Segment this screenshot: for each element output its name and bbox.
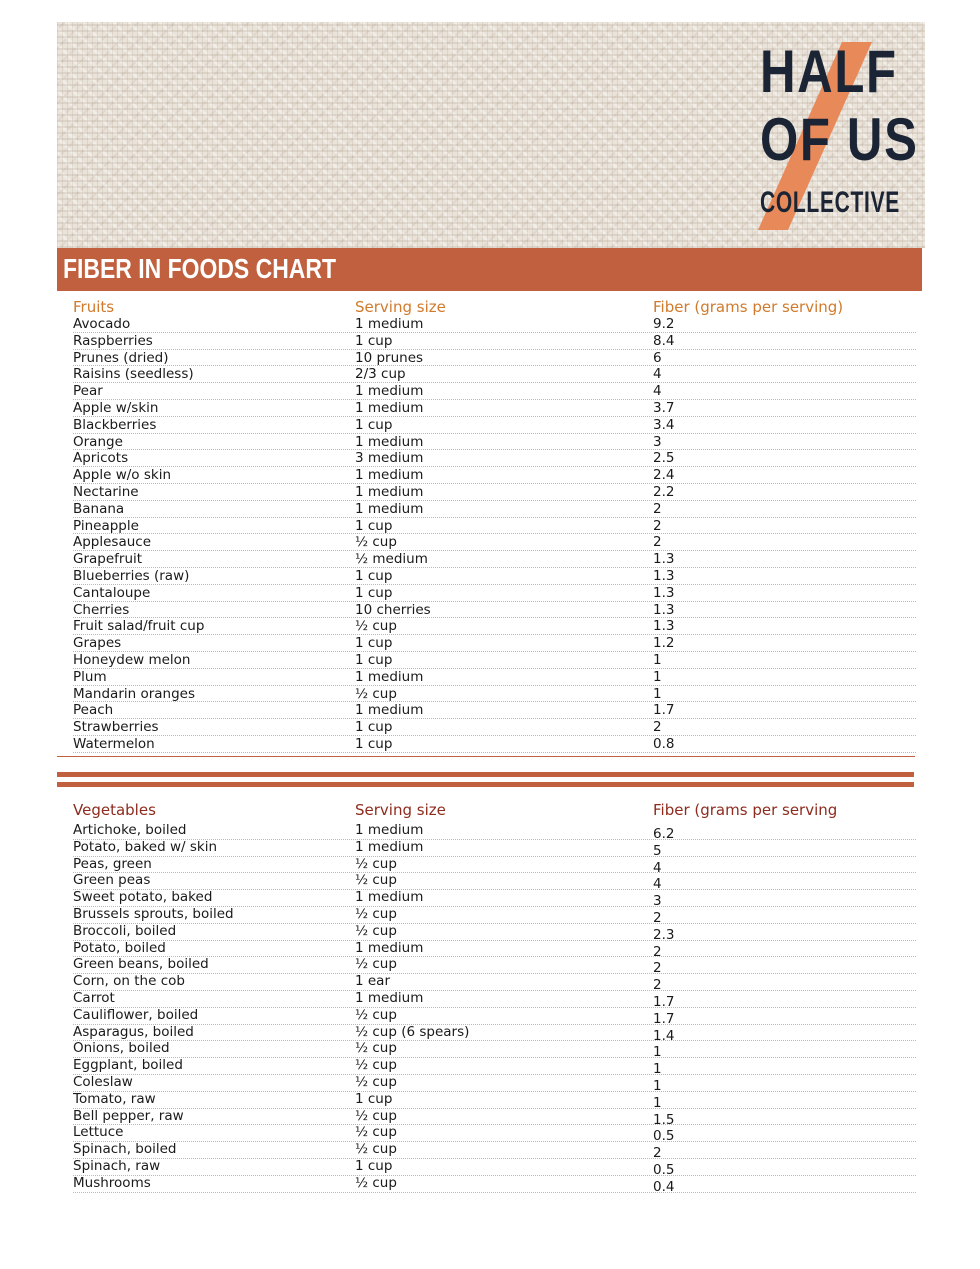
table-row — [73, 924, 916, 941]
table-row — [73, 840, 916, 857]
serving-size: 1 medium — [355, 889, 424, 906]
fiber-grams: 2.4 — [653, 467, 675, 484]
table-row — [73, 872, 916, 893]
item-name: Cherries — [73, 601, 130, 618]
serving-size: 3 medium — [355, 450, 424, 467]
serving-size: 1 cup — [355, 719, 393, 736]
serving-size: ½ cup — [355, 1174, 397, 1191]
item-name: Cauliflower, boiled — [73, 1006, 199, 1023]
serving-size: ½ cup — [355, 855, 397, 872]
item-name: Orange — [73, 433, 123, 450]
table-row — [73, 333, 916, 350]
serving-size: 1 cup — [355, 567, 393, 584]
table-row — [73, 534, 916, 551]
fiber-grams: 2 — [653, 943, 662, 960]
item-name: Green beans, boiled — [73, 956, 209, 973]
table-row — [73, 417, 916, 434]
half-of-us-collective-logo — [756, 38, 919, 236]
serving-size: 1 cup — [355, 1090, 393, 1107]
fiber-grams: 3 — [653, 893, 662, 910]
fiber-grams: 4 — [653, 859, 662, 876]
serving-size: ½ cup — [355, 956, 397, 973]
serving-size: 2/3 cup — [355, 366, 406, 383]
table-row — [73, 350, 916, 367]
page-title: FIBER IN FOODS CHART — [63, 253, 336, 284]
serving-size: 1 medium — [355, 989, 424, 1006]
item-name: Grapefruit — [73, 551, 143, 568]
table-row — [73, 719, 916, 736]
item-name: Pear — [73, 383, 103, 400]
fiber-grams: 0.8 — [653, 735, 675, 752]
fiber-grams: 1.3 — [653, 584, 675, 601]
serving-size: 1 ear — [355, 973, 391, 990]
table-row — [73, 383, 916, 400]
serving-size: 1 cup — [355, 517, 393, 534]
item-name: Green peas — [73, 872, 151, 889]
table-row — [73, 857, 916, 874]
fiber-grams: 1 — [653, 668, 662, 685]
table-row — [73, 736, 916, 753]
serving-size: 1 medium — [355, 316, 424, 332]
logo-line-2: OF US — [760, 106, 919, 173]
fiber-grams: 2 — [653, 960, 662, 977]
item-name: Tomato, raw — [73, 1090, 156, 1107]
serving-size: 1 cup — [355, 332, 393, 349]
table-row — [73, 941, 916, 958]
fiber-grams: 1.3 — [653, 601, 675, 618]
serving-size: ½ cup — [355, 1040, 397, 1057]
serving-size: 1 medium — [355, 702, 424, 719]
fiber-grams: 2 — [653, 1145, 662, 1162]
fiber-grams: 1 — [653, 651, 662, 668]
serving-size: ½ cup — [355, 685, 397, 702]
serving-size: 1 medium — [355, 500, 424, 517]
table-row — [73, 467, 916, 484]
item-name: Peas, green — [73, 855, 152, 872]
fiber-grams: 3 — [653, 433, 662, 450]
vegetables-header-name: Vegetables — [73, 801, 156, 819]
serving-size: 1 medium — [355, 822, 424, 838]
serving-size: 1 cup — [355, 651, 393, 668]
serving-size: 1 cup — [355, 635, 393, 652]
item-name: Apple w/o skin — [73, 467, 172, 484]
serving-size: 1 cup — [355, 584, 393, 601]
table-row — [73, 1159, 916, 1176]
table-row — [73, 1141, 916, 1162]
item-name: Honeydew melon — [73, 651, 191, 668]
table-row — [73, 568, 916, 585]
item-name: Raspberries — [73, 332, 153, 349]
item-name: Grapes — [73, 635, 122, 652]
table-row — [73, 501, 916, 518]
item-name: Mushrooms — [73, 1174, 151, 1191]
serving-size: ½ cup — [355, 872, 397, 889]
fiber-grams: 1 — [653, 1094, 662, 1111]
fiber-grams: 2 — [653, 534, 662, 551]
serving-size: ½ cup — [355, 1073, 397, 1090]
table-row — [73, 434, 916, 451]
logo-line-1: HALF — [760, 38, 898, 105]
vegetables-header-serving: Serving size — [355, 801, 446, 819]
table-row — [73, 823, 916, 840]
serving-size: 1 medium — [355, 668, 424, 685]
item-name: Blackberries — [73, 416, 157, 433]
fiber-grams: 1.3 — [653, 567, 675, 584]
serving-size: 1 cup — [355, 1157, 393, 1174]
fiber-grams: 9.2 — [653, 316, 675, 332]
serving-size: 10 cherries — [355, 601, 431, 618]
serving-size: ½ cup — [355, 1006, 397, 1023]
item-name: Nectarine — [73, 483, 139, 500]
fiber-grams: 4 — [653, 383, 662, 400]
item-name: Fruit salad/fruit cup — [73, 618, 205, 635]
fruits-header-name: Fruits — [73, 298, 115, 316]
serving-size: 1 cup — [355, 735, 393, 752]
item-name: Brussels sprouts, boiled — [73, 905, 234, 922]
item-name: Coleslaw — [73, 1073, 133, 1090]
table-row — [73, 702, 916, 719]
item-name: Sweet potato, baked — [73, 889, 213, 906]
serving-size: ½ cup — [355, 1107, 397, 1124]
item-name: Corn, on the cob — [73, 973, 185, 990]
table-row — [73, 450, 916, 467]
table-row — [73, 1057, 916, 1078]
table-row — [73, 1176, 916, 1193]
item-name: Broccoli, boiled — [73, 922, 177, 939]
serving-size: 1 medium — [355, 383, 424, 400]
table-row — [73, 316, 916, 333]
item-name: Banana — [73, 500, 125, 517]
item-name: Eggplant, boiled — [73, 1057, 183, 1074]
table-row — [73, 652, 916, 669]
serving-size: ½ medium — [355, 551, 428, 568]
fiber-grams: 6.2 — [653, 826, 675, 842]
item-name: Spinach, raw — [73, 1157, 161, 1174]
fiber-grams: 2.3 — [653, 926, 675, 943]
serving-size: 1 medium — [355, 483, 424, 500]
serving-size: 1 medium — [355, 939, 424, 956]
fiber-grams: 2 — [653, 500, 662, 517]
table-row — [73, 907, 916, 924]
fiber-grams: 1.5 — [653, 1111, 675, 1128]
fiber-grams: 2 — [653, 977, 662, 994]
table-row — [73, 1092, 916, 1109]
serving-size: ½ cup — [355, 1057, 397, 1074]
item-name: Apricots — [73, 450, 129, 467]
serving-size: 1 medium — [355, 399, 424, 416]
item-name: Spinach, boiled — [73, 1141, 177, 1158]
item-name: Lettuce — [73, 1124, 124, 1141]
table-row — [73, 602, 916, 619]
table-row — [73, 1124, 916, 1145]
title-bar — [57, 248, 922, 291]
fiber-grams: 2 — [653, 517, 662, 534]
item-name: Bell pepper, raw — [73, 1107, 184, 1124]
item-name: Pineapple — [73, 517, 139, 534]
fiber-grams: 1.3 — [653, 618, 675, 635]
fruits-bottom-rule — [57, 756, 915, 757]
item-name: Plum — [73, 668, 107, 685]
item-name: Cantaloupe — [73, 584, 151, 601]
serving-size: ½ cup — [355, 618, 397, 635]
table-row — [73, 635, 916, 652]
table-row — [73, 889, 916, 910]
fiber-grams: 2 — [653, 719, 662, 736]
table-row — [73, 1025, 916, 1042]
serving-size: 1 medium — [355, 467, 424, 484]
fruits-table — [73, 316, 916, 753]
fiber-grams: 2.2 — [653, 483, 675, 500]
table-row — [73, 400, 916, 417]
table-row — [73, 1075, 916, 1092]
item-name: Onions, boiled — [73, 1040, 170, 1057]
fiber-grams: 1 — [653, 1061, 662, 1078]
serving-size: ½ cup (6 spears) — [355, 1023, 470, 1040]
item-name: Potato, baked w/ skin — [73, 838, 218, 855]
table-row — [73, 585, 916, 602]
fiber-grams: 3.7 — [653, 399, 675, 416]
fiber-grams: 1.7 — [653, 993, 675, 1010]
serving-size: ½ cup — [355, 905, 397, 922]
fiber-grams: 4 — [653, 366, 662, 383]
serving-size: 1 medium — [355, 433, 424, 450]
table-row — [73, 1008, 916, 1025]
item-name: Potato, boiled — [73, 939, 166, 956]
serving-size: 1 medium — [355, 838, 424, 855]
fiber-grams: 5 — [653, 842, 662, 859]
item-name: Carrot — [73, 989, 115, 1006]
item-name: Artichoke, boiled — [73, 822, 187, 838]
item-name: Strawberries — [73, 719, 159, 736]
table-row — [73, 973, 916, 994]
fiber-grams: 8.4 — [653, 332, 675, 349]
fruits-header-serving: Serving size — [355, 298, 446, 316]
vegetables-table — [73, 823, 916, 1193]
fiber-grams: 1.4 — [653, 1027, 675, 1044]
item-name: Apple w/skin — [73, 399, 159, 416]
serving-size: ½ cup — [355, 922, 397, 939]
item-name: Watermelon — [73, 735, 155, 752]
table-row — [73, 518, 916, 535]
fiber-grams: 1.2 — [653, 635, 675, 652]
table-row — [73, 484, 916, 501]
table-row — [73, 366, 916, 383]
serving-size: ½ cup — [355, 1124, 397, 1141]
fiber-grams: 0.5 — [653, 1128, 675, 1145]
item-name: Prunes (dried) — [73, 349, 169, 366]
item-name: Avocado — [73, 316, 131, 332]
table-row — [73, 618, 916, 635]
table-row — [73, 551, 916, 568]
fiber-grams: 4 — [653, 876, 662, 893]
section-divider-bottom — [57, 782, 914, 787]
item-name: Blueberries (raw) — [73, 567, 190, 584]
fiber-grams: 3.4 — [653, 416, 675, 433]
item-name: Asparagus, boiled — [73, 1023, 194, 1040]
fiber-grams: 2.5 — [653, 450, 675, 467]
fiber-grams: 0.5 — [653, 1161, 675, 1178]
fiber-grams: 1.7 — [653, 1010, 675, 1027]
fiber-grams: 1 — [653, 1044, 662, 1061]
item-name: Applesauce — [73, 534, 152, 551]
fiber-grams: 1 — [653, 685, 662, 702]
table-row — [73, 1040, 916, 1061]
fiber-grams: 0.4 — [653, 1178, 675, 1195]
fiber-grams: 6 — [653, 349, 662, 366]
table-row — [73, 686, 916, 703]
logo-line-3: COLLECTIVE — [760, 186, 901, 219]
section-divider-top — [57, 772, 914, 777]
item-name: Mandarin oranges — [73, 685, 196, 702]
serving-size: 10 prunes — [355, 349, 424, 366]
vegetables-header-fiber: Fiber (grams per serving — [653, 801, 838, 819]
item-name: Peach — [73, 702, 114, 719]
fiber-grams: 1.7 — [653, 702, 675, 719]
table-row — [73, 669, 916, 686]
serving-size: ½ cup — [355, 1141, 397, 1158]
serving-size: 1 cup — [355, 416, 393, 433]
table-row — [73, 991, 916, 1008]
serving-size: ½ cup — [355, 534, 397, 551]
table-row — [73, 1109, 916, 1126]
fiber-grams: 1.3 — [653, 551, 675, 568]
table-row — [73, 956, 916, 977]
fiber-grams: 2 — [653, 909, 662, 926]
item-name: Raisins (seedless) — [73, 366, 194, 383]
fruits-header-fiber: Fiber (grams per serving) — [653, 298, 844, 316]
fiber-grams: 1 — [653, 1077, 662, 1094]
